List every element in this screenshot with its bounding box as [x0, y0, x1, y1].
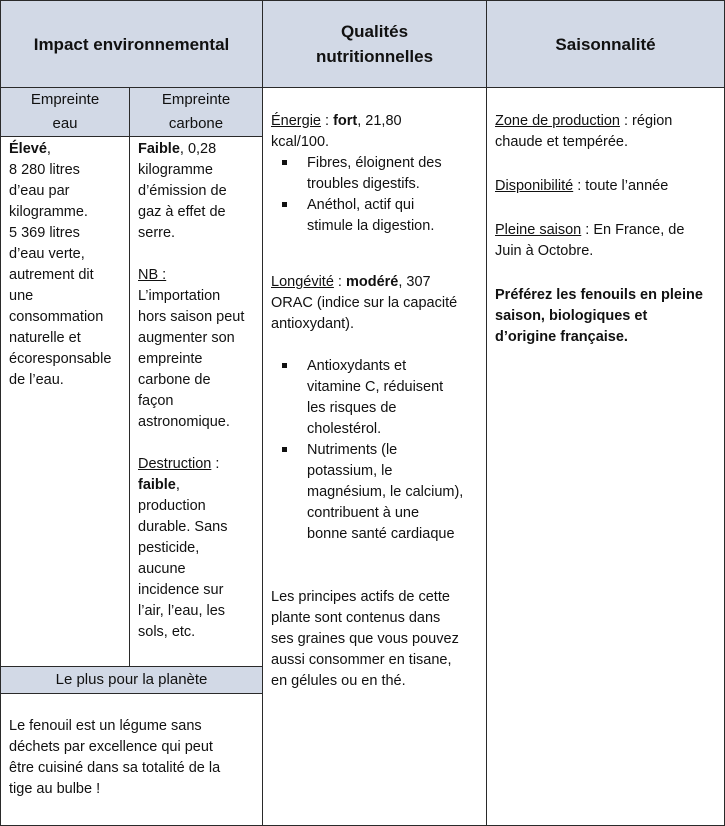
- text-line: kilogramme.: [9, 204, 88, 220]
- longevity-label: Longévité: [271, 274, 334, 290]
- text-line: plante sont contenus dans: [271, 610, 441, 626]
- energy-label: Énergie: [271, 113, 321, 129]
- text-line: Les principes actifs de cette: [271, 589, 450, 605]
- longevity-level: modéré: [345, 274, 399, 290]
- zone-label: Zone de production: [495, 113, 620, 129]
- bullet-item: Anéthol, actif qui stimule la digestion.: [271, 195, 478, 237]
- text-line: augmenter son: [138, 330, 235, 346]
- destruction-label: Destruction: [138, 456, 212, 472]
- nb-label: NB :: [138, 267, 167, 283]
- season-advice: [495, 285, 716, 348]
- energy-bullets: [271, 153, 478, 237]
- carbon-footprint-cell: Faible, 0,28 kilogramme d’émission de gaz à effet de serre. NB : L’importation hors saison peut augmenter son empreinte carbone de façon astronomique. Destruction : faible, production durable. Sans pesticide, aucune incidence sur l’air, l’eau, les sols, etc.: [129, 136, 263, 667]
- subheader-carbon-footprint: Empreinte carbone: [129, 87, 263, 137]
- text-line: d’eau par: [9, 183, 70, 199]
- text-line: consommation: [9, 309, 104, 325]
- text-line: d’émission de: [138, 183, 227, 199]
- nb-text: [138, 286, 254, 433]
- destruction-level: faible: [138, 477, 176, 493]
- text-line: d’origine française.: [495, 329, 628, 345]
- text-line: être cuisiné dans sa totalité de la: [9, 760, 221, 776]
- text-line: aussi consommer en tisane,: [271, 652, 452, 668]
- text-line: naturelle et: [9, 330, 81, 346]
- text-line: L’importation: [138, 288, 221, 304]
- water-footprint-cell: Élevé, 8 280 litres d’eau par kilogramme. 5 369 litres d’eau verte, autrement dit une consommation naturelle et écoresponsable de l’eau.: [0, 136, 130, 667]
- water-text: [9, 160, 121, 391]
- text-line: sols, etc.: [138, 624, 196, 640]
- bullet-item: Fibres, éloignent des troubles digestifs.: [271, 153, 478, 195]
- text-line: serre.: [138, 225, 176, 241]
- text-line: kilogramme: [138, 162, 213, 178]
- peak-season-label: Pleine saison: [495, 222, 582, 238]
- text-line: aucune: [138, 561, 186, 577]
- carbon-text: [138, 160, 254, 244]
- text-line: saison, biologiques et: [495, 308, 648, 324]
- text-line: 8 280 litres: [9, 162, 80, 178]
- text-line: façon: [138, 393, 174, 409]
- energy-level: fort: [333, 113, 358, 129]
- subheader-water-footprint: Empreinte eau: [0, 87, 130, 137]
- header-environmental-impact: Impact environnemental: [0, 0, 263, 88]
- text-line: Préférez les fenouils en pleine: [495, 287, 703, 303]
- planet-title: Le plus pour la planète: [0, 666, 263, 694]
- availability-label: Disponibilité: [495, 178, 574, 194]
- text-line: tige au bulbe !: [9, 781, 101, 797]
- nutrition-cell: Énergie : fort, 21,80 kcal/100. Fibres, éloignent des troubles digestifs. Anéthol, actif qui stimule la digestion. Longévité : modéré, 307 ORAC (indice sur la capacité antioxydant). Antioxydants et vitamine C, réduisent les risques de cholestérol. Nutriments (le potassium, le magnésium, le calcium), contribuent à une bonne santé cardiaque Les principes actifs de cette plante sont contenus dans ses graines que vous pouvez aussi consommer en tisane, en gélules ou en thé.: [262, 87, 487, 826]
- header-nutritional-qualities: Qualités nutritionnelles: [262, 0, 487, 88]
- text-line: ses graines que vous pouvez: [271, 631, 459, 647]
- carbon-level: Faible: [138, 141, 180, 157]
- bullet-item: Nutriments (le potassium, le magnésium, le calcium), contribuent à une bonne santé cardiaque: [271, 440, 478, 545]
- text-line: en gélules ou en thé.: [271, 673, 406, 689]
- bullet-item: Antioxydants et vitamine C, réduisent les risques de cholestérol.: [271, 356, 478, 440]
- text-line: gaz à effet de: [138, 204, 226, 220]
- text-line: ORAC (indice sur la capacité: [271, 295, 458, 311]
- text-line: pesticide,: [138, 540, 200, 556]
- text-line: écoresponsable: [9, 351, 112, 367]
- text-line: durable. Sans: [138, 519, 228, 535]
- text-line: carbone de: [138, 372, 211, 388]
- header-seasonality: Saisonnalité: [486, 0, 725, 88]
- text-line: de l’eau.: [9, 372, 64, 388]
- text-line: incidence sur: [138, 582, 224, 598]
- longevity-bullets: [271, 356, 478, 545]
- text-line: d’eau verte,: [9, 246, 85, 262]
- text-line: l’air, l’eau, les: [138, 603, 226, 619]
- text-line: autrement dit: [9, 267, 94, 283]
- destruction-text: [138, 496, 254, 643]
- text-line: Le fenouil est un légume sans: [9, 718, 202, 734]
- text-line: une: [9, 288, 34, 304]
- text-line: antioxydant).: [271, 316, 355, 332]
- text-line: empreinte: [138, 351, 203, 367]
- text-line: production: [138, 498, 206, 514]
- text-line: 5 369 litres: [9, 225, 80, 241]
- principles-text: [271, 587, 478, 692]
- text-line: hors saison peut: [138, 309, 245, 325]
- text-line: astronomique.: [138, 414, 230, 430]
- text-line: déchets par excellence qui peut: [9, 739, 213, 755]
- water-level: Élevé: [9, 141, 47, 157]
- planet-text: [9, 716, 254, 800]
- season-cell: Zone de production : région chaude et tempérée. Disponibilité : toute l’année Pleine saison : En France, de Juin à Octobre. Préférez les fenouils en pleine saison, biologiques et d’origine française.: [486, 87, 725, 826]
- planet-cell: [0, 693, 263, 826]
- longevity-text: [271, 293, 478, 335]
